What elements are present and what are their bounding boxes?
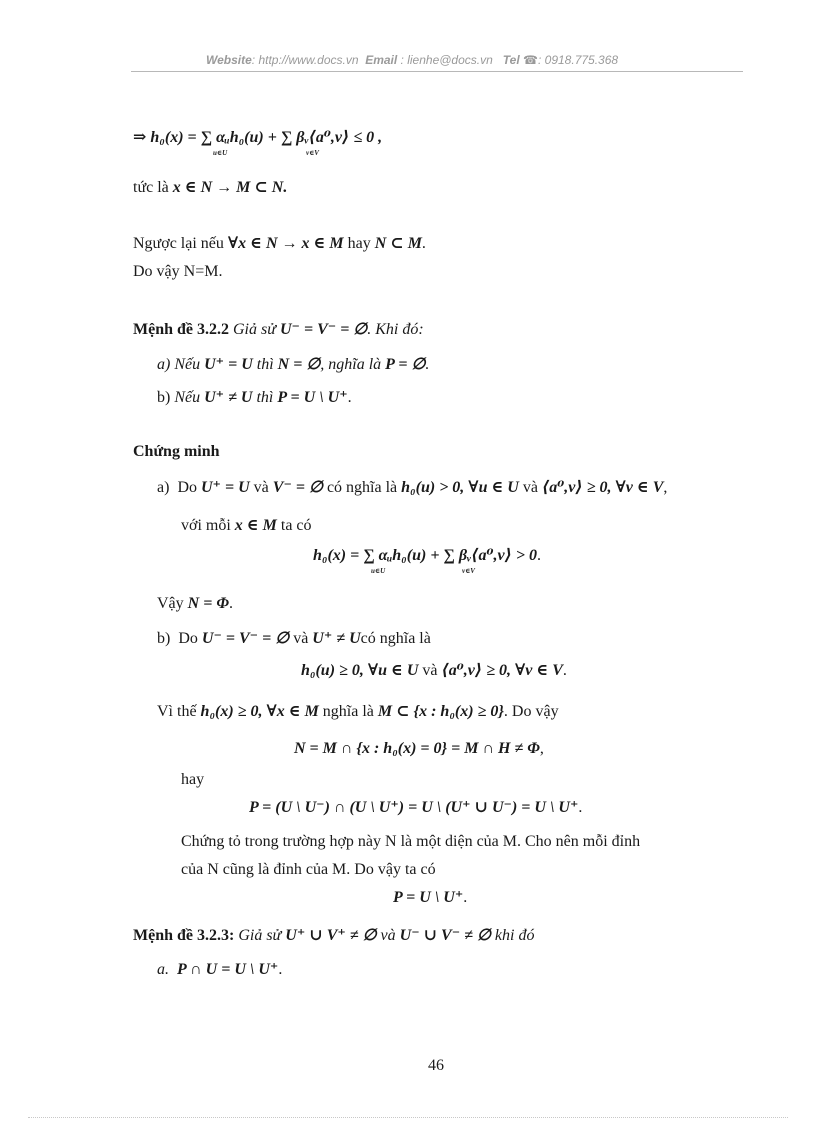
proof-b-math-1: U⁻ = V⁻ = ∅	[201, 630, 290, 647]
email-value: : lienhe@docs.vn	[400, 53, 493, 67]
equation-2-text: h₀(x) = ∑ αᵤh₀(u) + ∑ βᵥ⟨a⁰,v⟩ > 0	[313, 547, 538, 564]
line-2-math: x ∈ N → M ⊂ N.	[172, 179, 288, 196]
paragraph-line-2: của N cũng là đỉnh của M. Do vậy ta có	[181, 861, 436, 878]
item-a-label: a)	[157, 356, 171, 373]
line-3	[133, 236, 426, 252]
proof-a-text-4: và	[522, 479, 538, 496]
website-label: Website	[206, 53, 252, 67]
proposition-323-a	[157, 962, 282, 978]
proof-a-text-2: và	[253, 479, 269, 496]
proposition-322-text-1: Giả sử	[233, 321, 276, 338]
proof-b-line-2	[157, 704, 559, 720]
proof-b-line-1	[157, 631, 431, 647]
equation-6	[393, 890, 467, 906]
proof-a-math-3: h₀(u) > 0, ∀u ∈ U	[401, 479, 519, 496]
proposition-322-math: U⁻ = V⁻ = ∅	[279, 321, 368, 338]
proof-b2-text-3: . Do vậy	[503, 703, 559, 720]
item-b-end: .	[347, 389, 352, 406]
page-number: 46	[428, 1057, 444, 1074]
proof-b-math-2: U⁺ ≠ U	[312, 630, 361, 647]
proposition-322-text-2: . Khi đó:	[367, 321, 424, 338]
proof-b2-text-1: Vì thế	[157, 703, 197, 720]
equation-3-end: .	[562, 662, 567, 679]
equation-4	[294, 741, 544, 757]
page-header	[206, 53, 618, 67]
proof-a3-text: Vậy	[157, 595, 184, 612]
equation-3-math-2: ⟨a⁰,v⟩ ≥ 0, ∀v ∈ V	[441, 662, 563, 679]
item-a-math-3: P = ∅	[385, 356, 426, 373]
equation-1-text: ⇒ h₀(x) = ∑ αᵤh₀(u) + ∑ βᵥ⟨a⁰,v⟩ ≤ 0 ,	[133, 129, 383, 146]
item-a-math-1: U⁺ = U	[204, 356, 253, 373]
equation-1-sub-v: v∈V	[306, 149, 319, 157]
line-4: Do vậy N=M.	[133, 263, 223, 280]
paragraph-line-1: Chứng tỏ trong trường hợp này N là một diện của M. Cho nên mỗi đỉnh	[181, 833, 641, 850]
line-3-math-1: ∀x ∈ N → x ∈ M	[227, 235, 344, 252]
equation-2-sub-v: v∈V	[462, 567, 475, 575]
proposition-322-a	[157, 357, 429, 373]
proof-a-end: ,	[663, 479, 668, 496]
email-label: Email	[365, 53, 398, 67]
proof-b-label: b)	[157, 630, 171, 647]
line-3-text-1: Ngược lại nếu	[133, 235, 224, 252]
item-323a-label: a.	[157, 961, 169, 978]
proof-a2-text-2: ta có	[280, 517, 312, 534]
proposition-323-text-3: khi đó	[494, 927, 535, 944]
proposition-322-label: Mệnh đề 3.2.2	[133, 321, 229, 338]
proof-a-text-3: có nghĩa là	[326, 479, 398, 496]
equation-3	[301, 663, 567, 679]
equation-1	[133, 130, 382, 146]
equation-5	[249, 800, 582, 816]
proof-a-line-2	[181, 518, 312, 534]
proposition-323-math-1: U⁺ ∪ V⁺ ≠ ∅	[285, 927, 377, 944]
item-a-end: .	[425, 356, 430, 373]
proof-a-math-2: V⁻ = ∅	[272, 479, 323, 496]
item-b-text-1: Nếu	[174, 389, 201, 406]
item-323a-math: P ∩ U = U \ U⁺	[177, 961, 279, 978]
item-a-text-2: thì	[256, 356, 274, 373]
hay-text: hay	[181, 771, 205, 788]
footer-dotted-rule	[28, 1117, 788, 1118]
equation-6-text: P = U \ U⁺	[393, 889, 464, 906]
equation-3-text: và	[422, 662, 438, 679]
equation-4-text: N = M ∩ {x : h₀(x) = 0} = M ∩ H ≠ Φ	[294, 740, 540, 757]
proof-title: Chứng minh	[133, 443, 220, 460]
item-a-text-1: Nếu	[174, 356, 201, 373]
item-a-text-3: , nghĩa là	[320, 356, 382, 373]
proof-a-text-1: Do	[177, 479, 197, 496]
equation-2	[313, 548, 541, 564]
website-value: : http://www.docs.vn	[251, 53, 359, 67]
line-2-text: tức là	[133, 179, 169, 196]
line-3-text-2: hay	[347, 235, 371, 252]
proof-a-label: a)	[157, 479, 170, 496]
proposition-323-text-1: Giả sử	[238, 927, 282, 944]
proposition-323-label: Mệnh đề 3.2.3:	[133, 927, 235, 944]
equation-6-end: .	[463, 889, 468, 906]
item-b-label: b)	[157, 389, 171, 406]
line-3-end: .	[421, 235, 426, 252]
proof-a2-math-1: x ∈ M	[234, 517, 277, 534]
item-323a-end: .	[278, 961, 283, 978]
equation-2-end: .	[537, 547, 542, 564]
item-a-math-2: N = ∅	[277, 356, 321, 373]
proof-b2-text-2: nghĩa là	[322, 703, 374, 720]
proof-b-text-2: và	[293, 630, 309, 647]
line-2	[133, 180, 287, 196]
item-b-math-2: P = U \ U⁺	[277, 389, 348, 406]
item-b-math-1: U⁺ ≠ U	[204, 389, 253, 406]
equation-5-end: .	[578, 799, 583, 816]
proof-a-line-1	[157, 480, 667, 496]
proof-a3-math: N = Φ	[187, 595, 229, 612]
tel-value: ☎: 0918.775.368	[523, 53, 619, 67]
header-rule	[131, 71, 743, 72]
proof-a3-end: .	[228, 595, 233, 612]
proof-b-text-3: có nghĩa là	[360, 630, 431, 647]
proposition-323-text-2: và	[380, 927, 396, 944]
proof-a2-text-1: với mỗi	[181, 517, 231, 534]
proposition-322-b	[157, 390, 352, 406]
tel-label: Tel	[502, 53, 520, 67]
equation-3-math-1: h₀(u) ≥ 0, ∀u ∈ U	[301, 662, 419, 679]
equation-4-end: ,	[539, 740, 544, 757]
proof-a-math-4: ⟨a⁰,v⟩ ≥ 0, ∀v ∈ V	[541, 479, 664, 496]
equation-1-sub-u: u∈U	[213, 149, 228, 157]
proof-a-math-1: U⁺ = U	[201, 479, 250, 496]
line-3-math-2: N ⊂ M	[374, 235, 422, 252]
proposition-323-math-2: U⁻ ∪ V⁻ ≠ ∅	[399, 927, 491, 944]
proposition-323	[133, 928, 534, 944]
proof-b-text-1: Do	[178, 630, 198, 647]
equation-2-sub-u: u∈U	[371, 567, 386, 575]
item-b-text-2: thì	[256, 389, 274, 406]
proof-b2-math-2: M ⊂ {x : h₀(x) ≥ 0}	[377, 703, 504, 720]
proof-b2-math-1: h₀(x) ≥ 0, ∀x ∈ M	[200, 703, 319, 720]
equation-5-text: P = (U \ U⁻) ∩ (U \ U⁺) = U \ (U⁺ ∪ U⁻) = U \ U⁺	[249, 799, 579, 816]
proof-a-conclusion	[157, 596, 233, 612]
proposition-322	[133, 322, 424, 338]
